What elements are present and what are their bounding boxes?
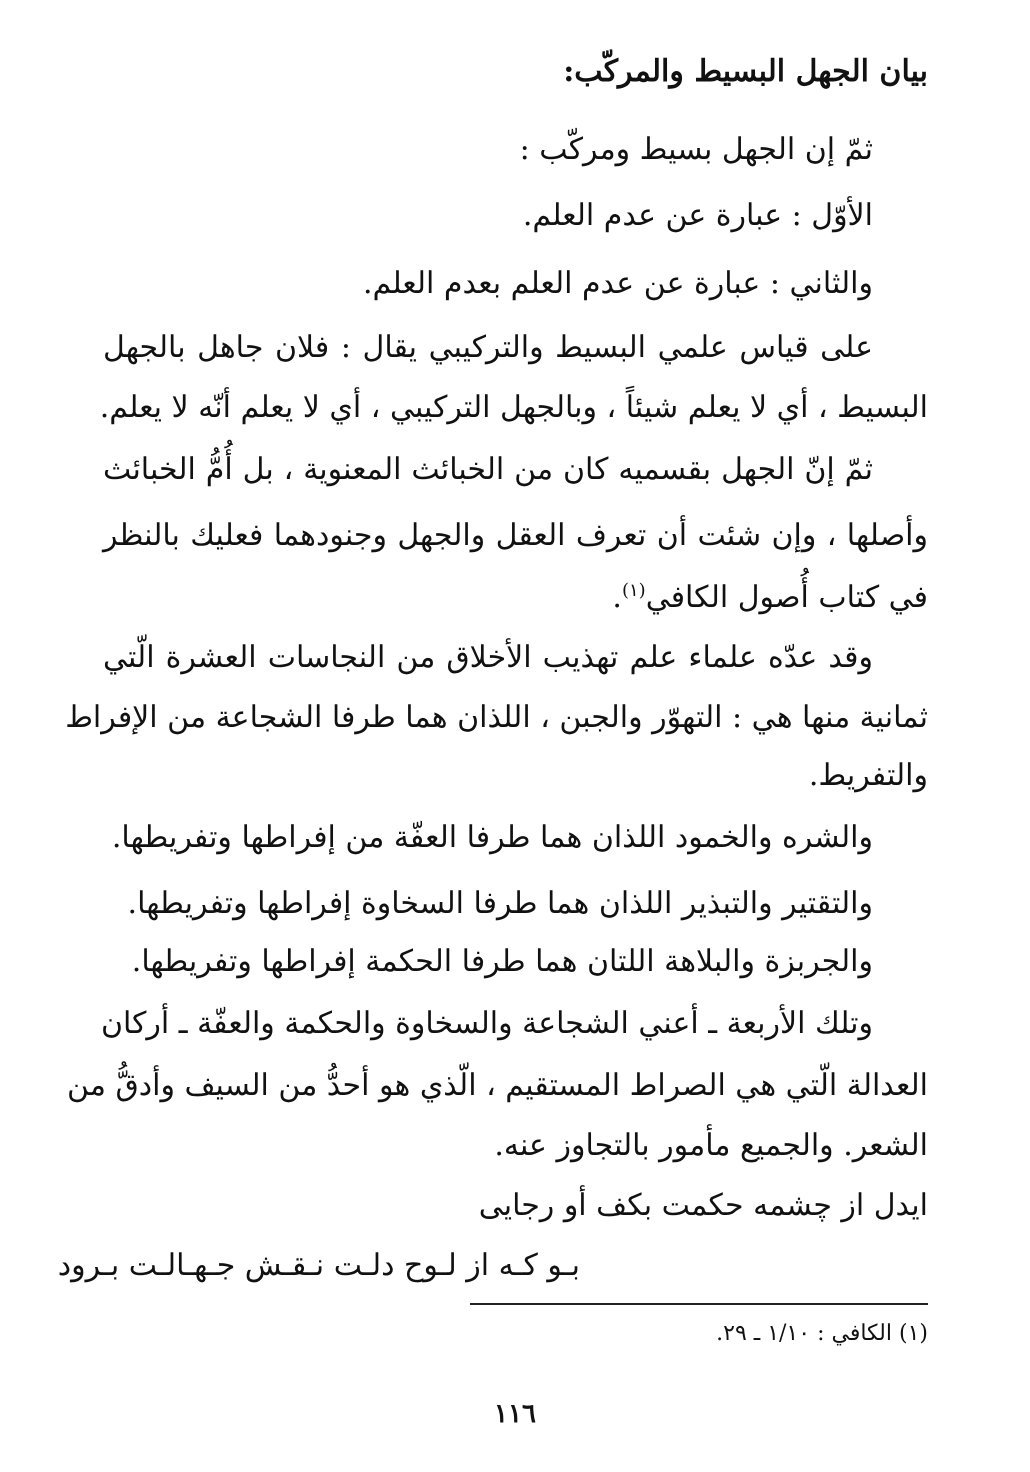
text-line-15: وتلك الأربعة ـ أعني الشجاعة والسخاوة والحكمة والعفّة ـ أركان	[100, 1006, 873, 1041]
text-line-6: ثمّ إنّ الجهل بقسميه كان من الخبائث المعنوية ، بل أُمُّ الخبائث	[103, 452, 873, 487]
section-heading: بيان الجهل البسيط والمركّب:	[563, 54, 928, 89]
page-number: ١١٦	[494, 1399, 536, 1429]
text-line-9: وقد عدّه علماء علم تهذيب الأخلاق من النجاسات العشرة الّتي	[103, 640, 873, 675]
text-line-7: وأصلها ، وإن شئت أن تعرف العقل والجهل وجنودهما فعليك بالنظر	[103, 518, 928, 553]
text-line-8-text: في كتاب أُصول الكافي	[645, 580, 928, 615]
text-line-17: الشعر. والجميع مأمور بالتجاوز عنه.	[494, 1128, 928, 1163]
text-line-2: الأوّل : عبارة عن عدم العلم.	[522, 198, 873, 233]
text-line-16: العدالة الّتي هي الصراط المستقيم ، الّذي هو أحدُّ من السيف وأدقُّ من	[67, 1068, 928, 1103]
footnote-divider	[470, 1303, 928, 1305]
text-line-3: والثاني : عبارة عن عدم العلم بعدم العلم.	[363, 266, 873, 301]
text-line-14: والجربزة والبلاهة اللتان هما طرفا الحكمة إفراطها وتفريطها.	[131, 944, 873, 979]
footnote-reference: (١)	[621, 580, 646, 601]
text-line-8	[612, 578, 928, 618]
text-line-8-period: .	[612, 580, 622, 615]
poem-line-2: بـو كـه از لـوح دلـت نـقـش جـهـالـت بـرود	[57, 1248, 580, 1283]
text-line-10: ثمانية منها هي : التهوّر والجبن ، اللذان هما طرفا الشجاعة من الإفراط	[65, 700, 928, 735]
footnote: (١) الكافي : ١/١٠ ـ ٢٩.	[716, 1321, 928, 1346]
text-line-13: والتقتير والتبذير اللذان هما طرفا السخاوة إفراطها وتفريطها.	[127, 886, 873, 921]
text-line-12: والشره والخمود اللذان هما طرفا العفّة من إفراطها وتفريطها.	[111, 820, 873, 855]
text-line-5: البسيط ، أي لا يعلم شيئاً ، وبالجهل التركيبي ، أي لا يعلم أنّه لا يعلم.	[99, 390, 928, 425]
text-line-11: والتفريط.	[808, 758, 928, 793]
text-line-4: على قياس علمي البسيط والتركيبي يقال : فلان جاهل بالجهل	[103, 330, 873, 365]
text-line-1: ثمّ إن الجهل بسيط ومركّب :	[519, 132, 873, 167]
poem-line-1: ايدل از چشمه حكمت بكف أو رجايى	[478, 1188, 928, 1223]
